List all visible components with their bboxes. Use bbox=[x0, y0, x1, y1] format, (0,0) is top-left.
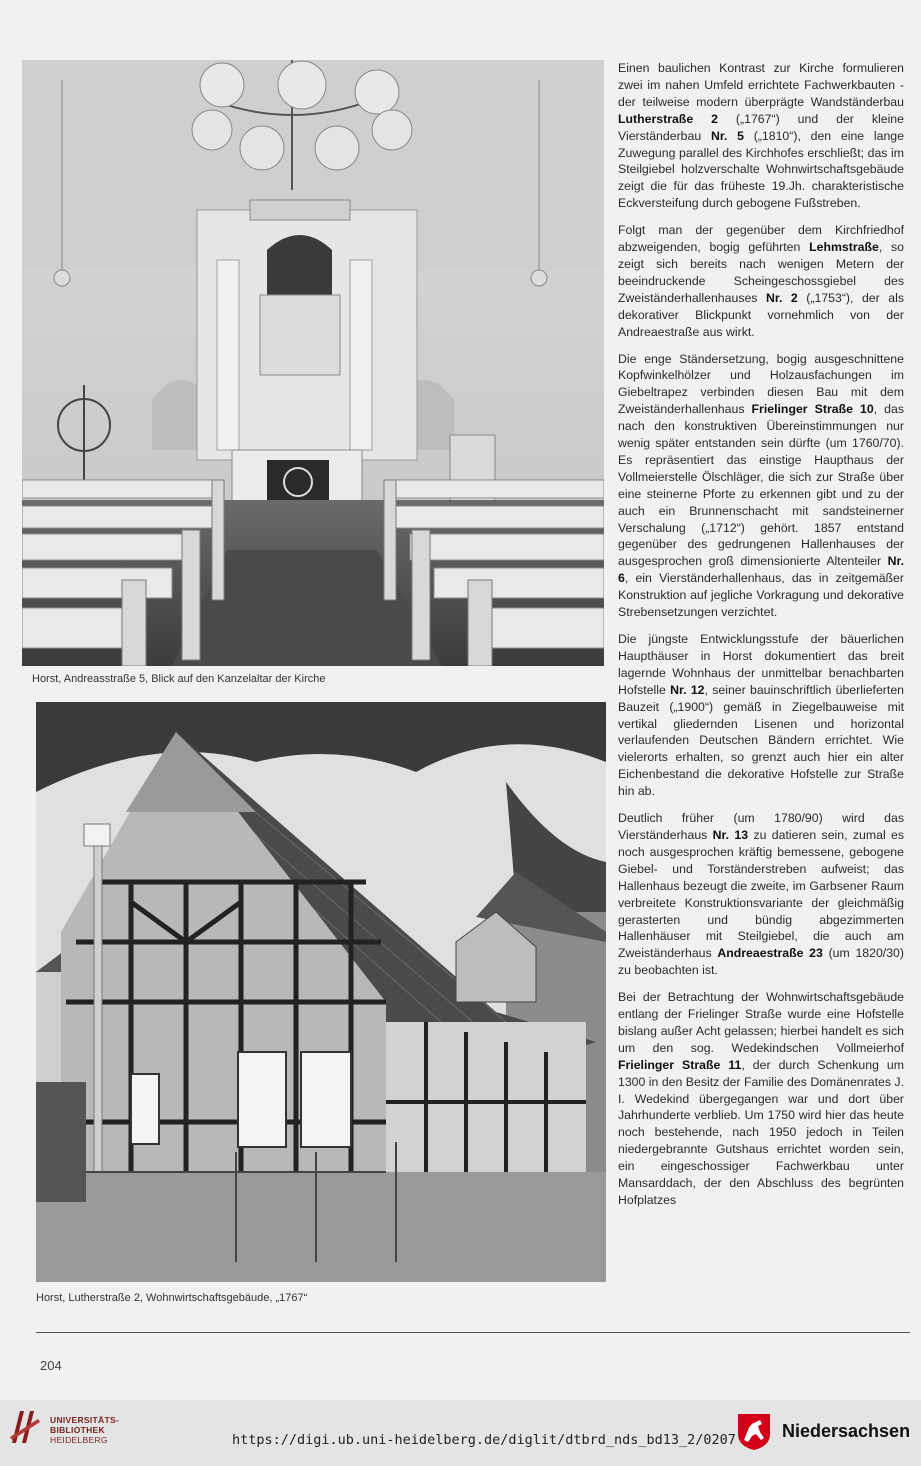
house-photo bbox=[36, 702, 606, 1282]
niedersachsen-brand[interactable]: Niedersachsen bbox=[782, 1421, 911, 1441]
church-photo-caption: Horst, Andreasstraße 5, Blick auf den Kanzelaltar der Kirche bbox=[32, 673, 326, 685]
paragraph-2: Folgt man der gegenüber dem Kirchfriedhof abzweigenden, bogig geführten Lehmstraße, so zeigt sich bereits nach wenigen Metern der beeindruckende Scheingeschossgiebel des Zweiständerhallenhauses Nr. 2 („1753“), der als dekorativer Blickpunkt vornehmlich von der Andreaestraße aus wirkt. bbox=[618, 223, 904, 339]
house-photo-caption: Horst, Lutherstraße 2, Wohnwirtschaftsgebäude, „1767“ bbox=[36, 1292, 308, 1304]
page-number: 204 bbox=[40, 1358, 62, 1373]
footer-divider bbox=[36, 1332, 910, 1333]
niedersachsen-horse-icon[interactable] bbox=[736, 1412, 772, 1452]
body-text-column bbox=[618, 60, 904, 1219]
university-library-logo-icon[interactable] bbox=[8, 1407, 42, 1447]
paragraph-5: Deutlich früher (um 1780/90) wird das Vierständerhaus Nr. 13 zu datieren sein, zumal es noch ausgesprochen kräftig bemessene, gebogene Giebel- und Torständerstreben aufweist; das Hallenhaus bezeugt die zweite, im Garbsener Raum verbreitete Konstruktionsvariante der gleichmäßig gerasterten und bündig abgezimmerten Hallenhäuser mit Steilgiebel, die auch am Zweiständerhaus Andreaestraße 23 (um 1820/30) zu beobachten ist. bbox=[618, 811, 905, 978]
university-library-name[interactable]: UNIVERSITÄTS- BIBLIOTHEK HEIDELBERG bbox=[50, 1415, 120, 1445]
church-photo bbox=[22, 60, 604, 666]
paragraph-3: Die enge Ständersetzung, bogig ausgeschnittene Kopfwinkelhölzer und Holzausfachungen im Giebeltrapez verbinden diesen Bau mit dem Zweiständerhallenhaus Frielinger Straße 10, das nach den konstruktiven Übereinstimmungen nur wenig später entstanden sein dürfte (um 1760/70). Es repräsentiert das einstige Haupthaus der Vollmeierstelle Ölschläger, die sich zur Straße über eine steinerne Pforte zu erkennen gibt und zu der auch ein Brunnenschacht mit sandsteinerner Verschalung („1712“) gehört. 1857 entstand gegenüber des gedrungenen Hallenhauses der ausgesprochen groß dimensionierte Altenteiler Nr. 6, ein Vierständerhallenhaus, das in zeitgemäßer Konstruktion auf jegliche Vorkragung und dekorative Strebensetzungen verzichtet. bbox=[618, 351, 904, 620]
document-url[interactable]: https://digi.ub.uni-heidelberg.de/diglit/dtbrd_nds_bd13_2/0207 bbox=[232, 1432, 736, 1448]
paragraph-1: Einen baulichen Kontrast zur Kirche formulieren zwei im nahen Umfeld errichtete Fachwerkbauten - der teilweise modern überprägte Wandständerbau Lutherstraße 2 („1767“) und der kleine Vierständerbau Nr. 5 („1810“), den eine lange Zuwegung parallel des Kirchhofes erschließt; das im Steilgiebel holzverschalte Wohnwirtschaftsgebäude zeigt die für das früheste 19.Jh. charakteristische Eckversteifung durch gebogene Fußstreben. bbox=[618, 61, 904, 211]
paragraph-4: Die jüngste Entwicklungsstufe der bäuerlichen Haupthäuser in Horst dokumentiert das breit lagernde Wohnhaus der unmittelbar benachbarten Hofstelle Nr. 12, seiner bauinschriftlich überlieferten Bauzeit („1900“) gemäß in Ziegelbauweise mit vertikal gliedernden Lisenen und horizontal verlaufenden Deutschen Bändern errichtet. Wie vielerorts erhalten, so grenzt auch hier ein alter Eichenbestand die dekorative Hofstelle zur Straße hin ab. bbox=[618, 632, 904, 799]
paragraph-6: Bei der Betrachtung der Wohnwirtschaftsgebäude entlang der Frielinger Straße wurde eine Hofstelle bislang außer Acht gelassen; hierbei handelt es sich um den sog. Wedekindschen Vollmeierhof Frielinger Straße 11, der durch Schenkung um 1300 in den Besitz der Familie des Domänenrates J. I. Wedekind übergegangen war und dort über Jahrhunderte verblieb. Um 1750 wird hier das heute noch bestehende, nach 1950 jedoch in Teilen niedergebrannte Gutshaus errichtet worden sein, ein eingeschossiger Fachwerkbau unter Mansarddach, der den Abschluss des begrünten Hofplatzes bbox=[618, 990, 905, 1207]
